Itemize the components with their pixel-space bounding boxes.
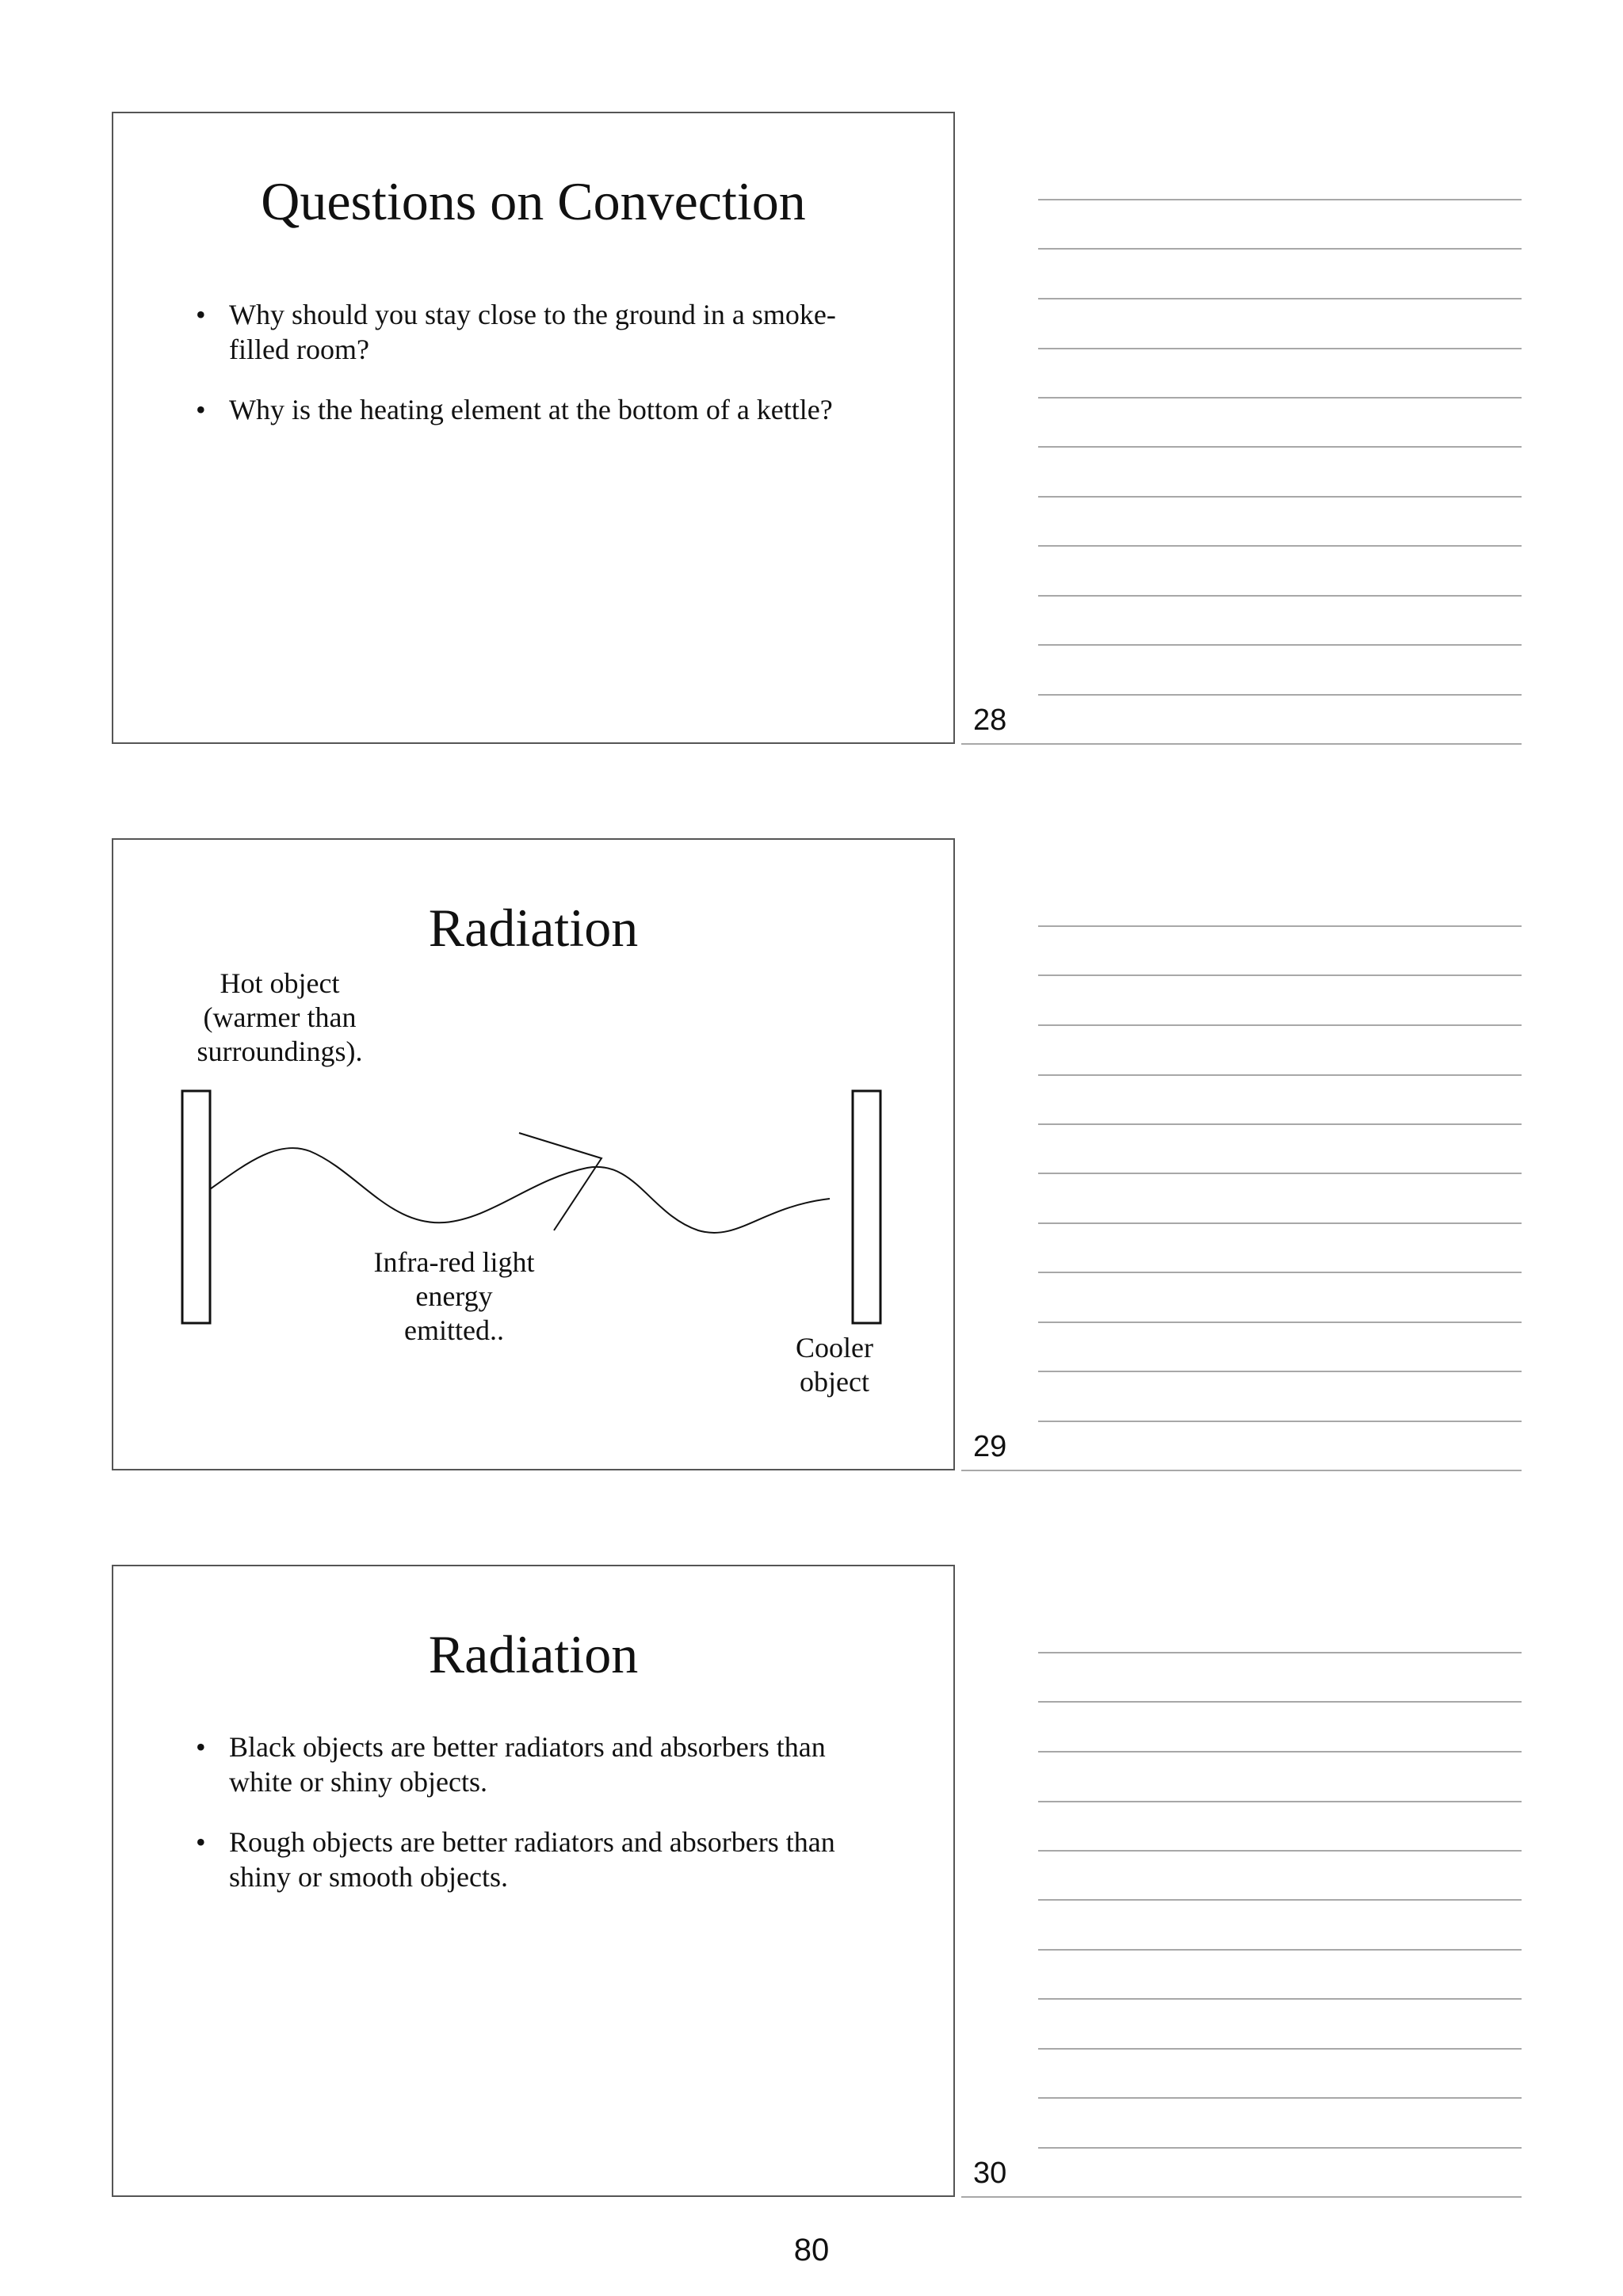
bullet-item: • Black objects are better radiators and absorbers than white or shiny objects. (196, 1730, 895, 1799)
cool-object-bar (853, 1091, 880, 1323)
infrared-label: Infra-red light energy emitted.. (373, 1246, 535, 1346)
hot-object-label: Hot object (warmer than surroundings). (197, 967, 363, 1067)
page-number: 80 (793, 2233, 830, 2267)
wave-arrow-head (519, 1133, 601, 1230)
infrared-wave (210, 1148, 830, 1233)
hot-object-bar (182, 1091, 210, 1323)
bullet-list (196, 297, 909, 452)
slide-title: Radiation (428, 898, 639, 958)
slide-28 (112, 112, 955, 744)
slide-title: Questions on Convection (261, 171, 806, 231)
notes-bottom-line (961, 743, 1522, 745)
slide-29 (112, 838, 955, 1470)
slide-30 (112, 1565, 955, 2197)
bullet-list (196, 1730, 909, 1920)
bullet-item: • Rough objects are better radiators and absorbers than shiny or smooth objects. (196, 1825, 895, 1894)
cooler-object-label: Cooler object (796, 1332, 873, 1398)
slide-number: 28 (973, 704, 1007, 737)
notes-bottom-line (961, 1470, 1522, 1471)
slide-title: Radiation (428, 1624, 639, 1684)
bullet-item: • Why should you stay close to the ground in a smoke-filled room? (196, 297, 879, 367)
bullet-item: • Why is the heating element at the bottom of a kettle? (196, 392, 909, 427)
slide-number: 30 (973, 2157, 1007, 2190)
notes-bottom-line (961, 2196, 1522, 2198)
slide-number: 29 (973, 1430, 1007, 1463)
